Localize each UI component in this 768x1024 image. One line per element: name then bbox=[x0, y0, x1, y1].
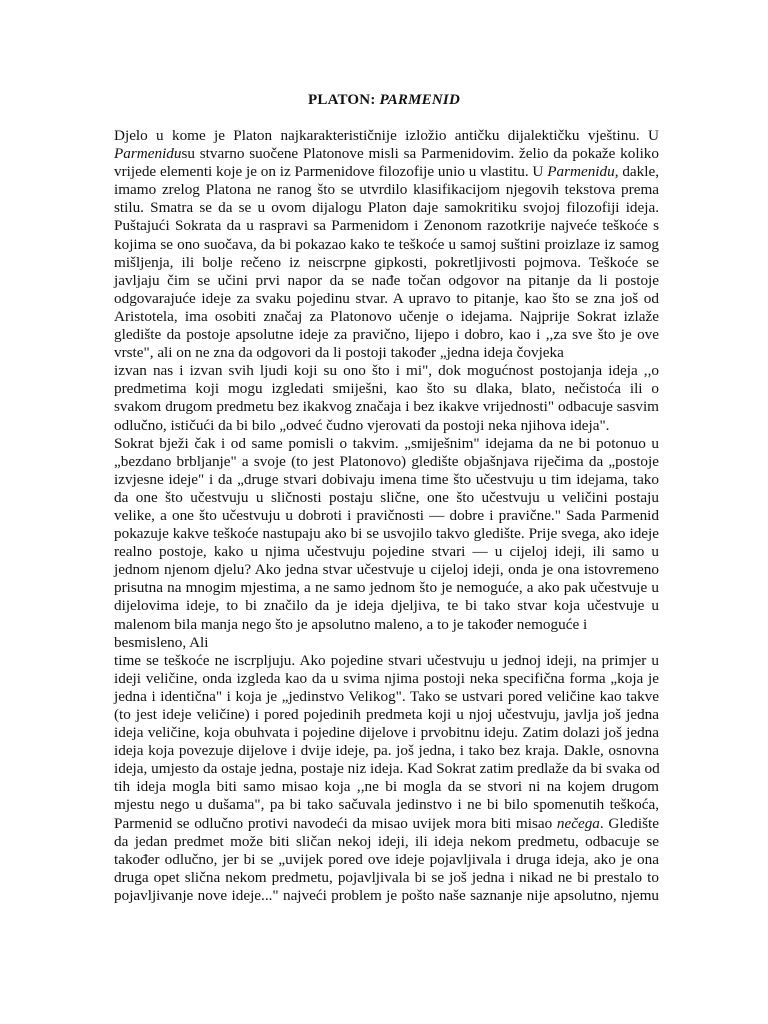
title-work: PARMENID bbox=[379, 92, 460, 108]
text-line: predmetima koji mogu izgledati smiješni, kao što su dlaka, blato, nečistoća ili o bbox=[114, 380, 659, 398]
text-line: kojima se ono suočava, da bi pokazao kako te teškoće u samoj suštini proizlaze iz samog bbox=[114, 235, 659, 253]
italic-text: Parmenidu, bbox=[547, 163, 619, 181]
text-line: ideja, umjesto da ostaje jedna, postaje niz ideja. Kad Sokrat zatim predlaže da bi svaka od bbox=[114, 760, 660, 778]
body-text bbox=[114, 127, 659, 905]
text-line: odlučno, ističući da bi bilo „odveć čudno vjerovati da postoji neka njihova ideja". bbox=[114, 416, 610, 434]
text-line: izvjesne ideje" i da „druge stvari dobivaju imena time što učestvuju u tim idejama, tako bbox=[114, 470, 659, 488]
text-line: realno postoje, kako u njima učestvuju pojedine stvari — u cijeloj ideji, ili samo u bbox=[114, 543, 659, 561]
text-line: da jedan predmet može biti sličan nekoj ideji, ili ideja nekom predmetu, odbacuje se bbox=[114, 832, 659, 850]
italic-text: Parmenidu bbox=[114, 145, 182, 163]
text-line bbox=[114, 145, 659, 163]
text-line: stilu. Smatra se da se u ovom dijalogu Platon daje samokritiku svojoj filozofiji ideja. bbox=[114, 199, 659, 217]
text-line: također odlučno, jer bi se „uvijek pored ove ideje pojavljivala i druga ideja, ako je ona bbox=[114, 850, 659, 868]
text-line: jedna i identična" i koja je „jedinstvo Velikog". Tako se ustvari pored veličine kao takve bbox=[114, 687, 659, 705]
text-line: imamo zrelog Platona ne ranog što se utvrdilo klasifikacijom njegovih tekstova prema bbox=[114, 181, 659, 199]
text-line: dijelovima ideje, to bi značilo da je ideja djeljiva, te bi tako stvar koja učestvuje u bbox=[114, 597, 659, 615]
text-line bbox=[114, 163, 659, 181]
text-line: malenom bila manja nego što je apsolutno maleno, a to je također nemoguće i bbox=[114, 615, 588, 633]
title-author: PLATON: bbox=[308, 92, 380, 108]
text-line: tih ideja mogla biti samo misao koja ,,ne bi mogla da se stvori ni na kojem drugom bbox=[114, 778, 659, 796]
text-line: prisutna na mnogim mjestima, a ne samo jednom što je nemoguće, a ako pak učestvuje u bbox=[114, 579, 659, 597]
text-line: ideja koja povezuje dijelove i dvije ideje, pa. još jedna, i tako bez kraja. Dakle, osnovna bbox=[114, 742, 659, 760]
text-segment: vrijede elementi koje je on iz Parmenidove filozofije unio u vlastitu. U bbox=[114, 163, 548, 181]
text-line: jednom njenom djelu? Ako jedna stvar učestvuje u cijeloj ideji, onda je ona istovremeno bbox=[114, 561, 659, 579]
text-line: Djelo u kome je Platon najkarakterističnije izložio antičku dijalektičku vještinu. U bbox=[114, 127, 659, 144]
text-line: Sokrat bježi čak i od same pomisli o takvim. „smiješnim" idejama da ne bi potonuo u bbox=[114, 434, 659, 452]
text-line: javljaju čim se učini prvi napor da se nađe točan odgovor na pitanje da li postoje bbox=[114, 271, 659, 289]
italic-text: nečega bbox=[556, 814, 600, 832]
text-line: gledište da postoje apsolutne ideje za pravično, lijepo i dobro, kao i ,,za sve što je ove bbox=[114, 326, 659, 344]
text-line: svakom drugom predmetu bez ikakvog značaja i bez ikakve vrijednosti" odbacuje sasvim bbox=[114, 398, 659, 416]
text-line: Aristotela, ima osobiti značaj za Platonovo učenje o idejama. Najprije Sokrat izlaže bbox=[114, 307, 659, 325]
text-segment: . Gledište bbox=[599, 814, 659, 832]
text-line: ideja veličine, koja obuhvata i pojedine dijelove i prvobitnu ideju. Zatim dolazi još jedna bbox=[114, 724, 659, 742]
text-line: da one što učestvuju u sličnosti postaju slične, one što učestvuju u veličini postaju bbox=[114, 488, 659, 506]
text-line: pokazuje kakve teškoće nastupaju ako bi se usvojilo takvo gledište. Prije svega, ako ideje bbox=[114, 525, 659, 543]
text-line: druga opet slična nekom predmetu, pojavljivala bi se još jedna i nikad ne bi prestalo to bbox=[114, 868, 659, 886]
text-segment: dakle, bbox=[618, 163, 660, 181]
text-line: izvan nas i izvan svih ljudi koji su ono što i mi", dok mogućnost postojanja ideja ,,o bbox=[114, 362, 659, 380]
text-line: odgovarajuće ideje za svaku pojedinu stvar. A upravo to pitanje, kao što se zna još od bbox=[114, 289, 659, 307]
text-line: ideji veličine, onda izgleda kao da u svima njima postoji neka specifična forma „koja je bbox=[114, 669, 659, 687]
text-segment: su stvarno suočene Platonove misli sa Parmenidovim. želio da pokaže koliko bbox=[181, 145, 659, 163]
text-line: „bezdano brbljanje" a svoje (to jest Platonovo) gledište objašnjava riječima da „postoje bbox=[114, 452, 659, 470]
text-segment: Parmenid se odlučno protivi navodeći da misao uvijek mora biti misao bbox=[114, 814, 557, 832]
text-line bbox=[114, 815, 659, 833]
text-line: (to jest ideje veličine) i pored pojedinih predmeta koji u njoj učestvuju, javlja još jedna bbox=[114, 706, 659, 723]
text-line: Puštajući Sokrata da u raspravi sa Parmenidom i Zenonom razotkrije najveće teškoće s bbox=[114, 217, 659, 235]
text-line: time se teškoće ne iscrpljuju. Ako pojedine stvari učestvuju u jednoj ideji, na primjer u bbox=[114, 651, 659, 669]
page-title bbox=[0, 92, 768, 109]
text-line: pojavljivanje nove ideje..." najveći problem je pošto naše saznanje nije apsolutno, njemu bbox=[114, 886, 659, 904]
text-line: vrste", ali on ne zna da odgovori da li postoji također „jedna ideja čovjeka bbox=[114, 344, 564, 362]
text-line: mišljenja, ili bolje rečeno iz neiscrpne gipkosti, pokretljivosti pojmova. Teškoće se bbox=[114, 253, 659, 271]
text-line: mjestu nego u dušama", pa bi tako sačuvala jedinstvo i ne bi bilo spomenutih teškoća, bbox=[114, 796, 659, 814]
text-line: velike, a one što učestvuju u dobroti i pravičnosti — dobre i pravične." Sada Parmenid bbox=[114, 506, 659, 524]
text-line: besmisleno, Ali bbox=[114, 633, 209, 651]
